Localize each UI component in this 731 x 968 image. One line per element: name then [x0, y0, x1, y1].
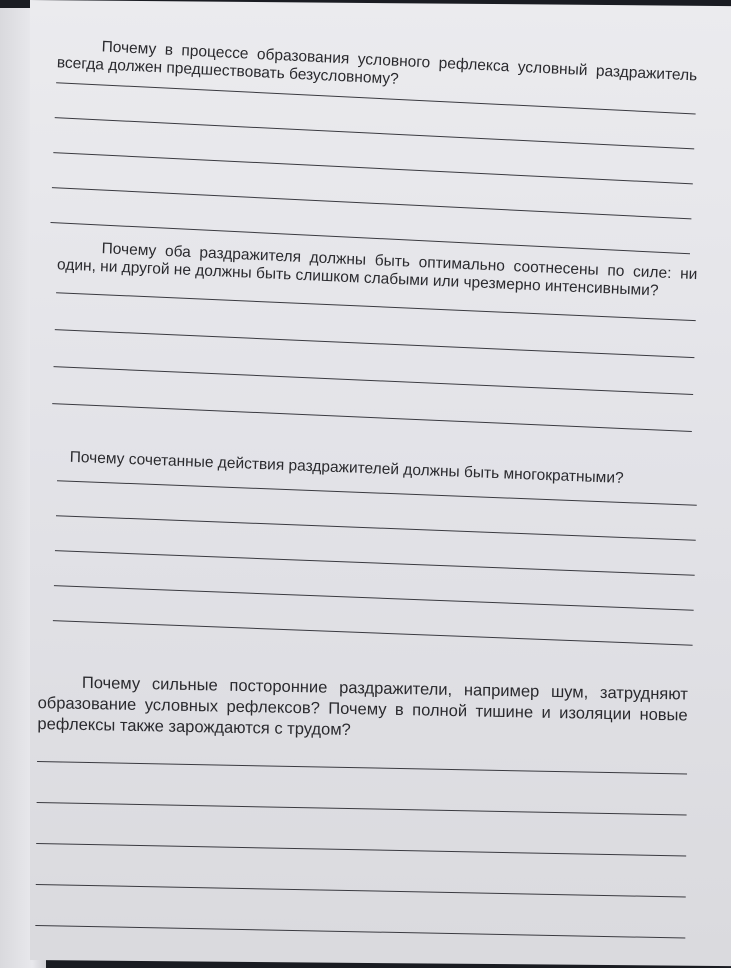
answer-line[interactable]	[55, 550, 695, 576]
answer-lines	[53, 480, 697, 645]
answer-lines	[50, 82, 695, 254]
question-block-4	[35, 672, 688, 938]
question-text: Почему оба раздражителя должны быть оптимально соотнесены по силе: ни один, ни другой не должны быть слишком слабыми или чрезмерно интенсивными?	[56, 240, 698, 300]
answer-line[interactable]	[35, 925, 685, 938]
answer-line[interactable]	[53, 366, 693, 395]
answer-line[interactable]	[36, 843, 686, 856]
answer-line[interactable]	[52, 403, 692, 432]
workbook-page	[30, 0, 731, 966]
question-block-3	[53, 448, 698, 645]
question-text: Почему в процессе образования условного рефлекса условный раздражитель всегда должен предшествовать безусловному?	[56, 38, 698, 88]
question-text: Почему сочетанные действия раздражителей должны быть многократными?	[69, 448, 624, 487]
answer-lines	[52, 292, 696, 432]
answer-line[interactable]	[37, 761, 687, 774]
answer-line[interactable]	[55, 117, 695, 149]
question-block-1	[50, 36, 697, 254]
answer-lines	[35, 761, 687, 938]
answer-line[interactable]	[56, 515, 696, 541]
question-text: Почему сильные посторонние раздражители, например шум, затрудняют образование условных рефлексов? Почему в полной тишине и изоляции новые рефлексы также зарождаются с трудом?	[37, 673, 688, 740]
answer-line[interactable]	[53, 620, 693, 646]
answer-line[interactable]	[52, 187, 692, 219]
question-block-2	[52, 238, 697, 432]
answer-line[interactable]	[37, 802, 687, 815]
answer-line[interactable]	[36, 884, 686, 897]
answer-line[interactable]	[54, 585, 694, 611]
answer-line[interactable]	[53, 152, 693, 184]
answer-line[interactable]	[55, 329, 695, 358]
